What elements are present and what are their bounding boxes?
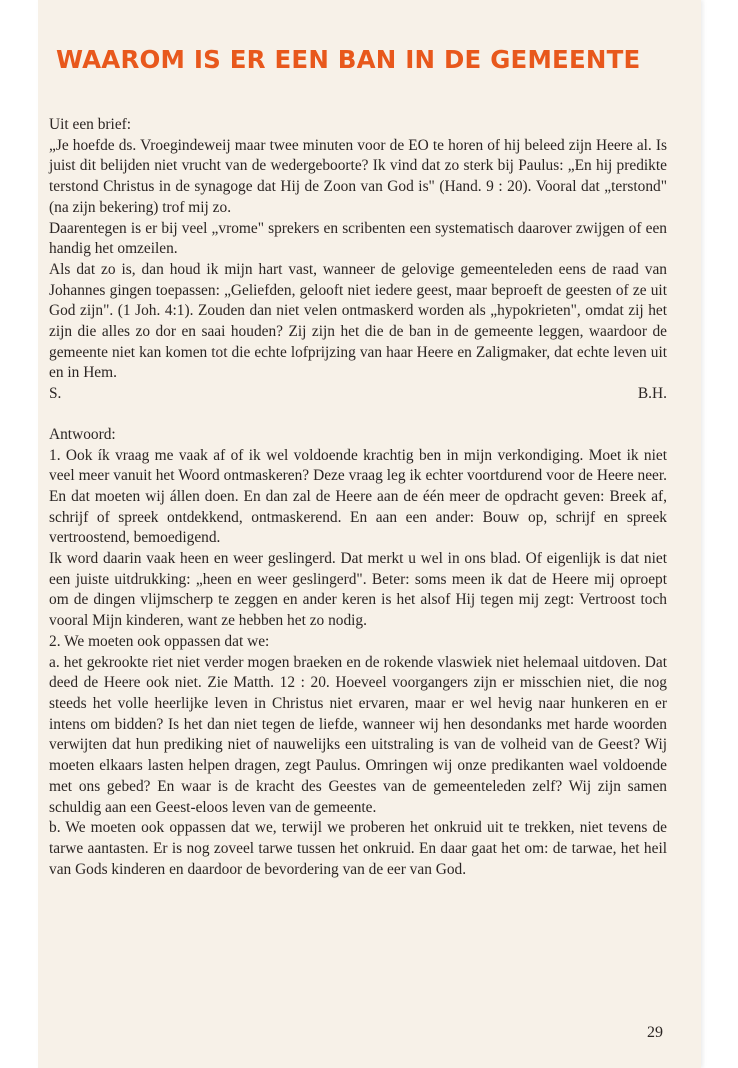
page-number: 29 [647, 1024, 663, 1041]
answer-heading: Antwoord: [49, 425, 116, 443]
signature-left: S. [49, 385, 62, 403]
letter-paragraph: „Je hoefde ds. Vroegindeweij maar twee minuten voor de EO te horen of hij beleed zijn Heere al. Is juist dit belijden niet vrucht van de wedergeboorte? Ik vind dat zo sterk bij Paulus: „En hij predikte terstond Christus in de synagoge dat Hij de Zoon van God is" (Hand. 9 : 20). Vooral dat „terstond" (na zijn bekering) trof mij zo. [49, 136, 667, 216]
letter-signature [49, 384, 667, 405]
answer-paragraph: a. het gekrookte riet niet verder mogen braeken en de rokende vlaswiek niet helemaal uitdoven. Dat deed de Heere ook niet. Zie Matth. 12 : 20. Hoeveel voorgangers zijn er misschien niet, die nog steeds het volle heerlijke leven in Christus niet ervaren, maar er wel hevig naar hunkeren en er intens om bidden? Is het dan niet tegen de liefde, wanneer wij hen desondanks met harde woorden verwijten dat hun prediking niet of nauwelijks een uitstraling is van de volheid van de Geest? Wij moeten elkaars lasten helpen dragen, zegt Paulus. Omringen wij onze predikanten wael voldoende met ons gebed? En waar is de kracht des Geestes van de gemeenteleden zelf? Wij zijn samen schuldig aan een Geest-eloos leven van de gemeente. [49, 653, 667, 816]
magazine-page [38, 0, 701, 1068]
letter-intro: Uit een brief: [49, 116, 132, 133]
article-title: WAAROM IS ER EEN BAN IN DE GEMEENTE [56, 45, 641, 74]
letter-paragraph: Daarentegen is er bij veel „vrome" sprekers en scribenten een systematisch daarover zwijgen of een handig het omzeilen. [49, 219, 667, 258]
answer-paragraph: 2. We moeten ook oppassen dat we: [49, 632, 270, 650]
answer-paragraph: Ik word daarin vaak heen en weer geslingerd. Dat merkt u wel in ons blad. Of eigenlijk is dat niet een juiste uitdrukking: „heen en weer geslingerd". Beter: soms meen ik dat de Heere mij oproept om de dingen vlijmscherp te zeggen en ander keren is het alsof Hij tegen mij zegt: Vertroost toch vooral Mijn kinderen, want ze hebben het zo nodig. [49, 550, 667, 630]
signature-right: B.H. [637, 385, 667, 403]
article-body [49, 115, 667, 880]
answer-paragraph: 1. Ook ík vraag me vaak af of ik wel voldoende krachtig ben in mijn verkondiging. Moet ik niet veel meer vanuit het Woord ontmaskeren? Deze vraag leg ik echter voortdurend voor de Heere neer. En dat moeten wij állen doen. En dan zal de Heere aan de één meer de opdracht geven: Breek af, schrijf of spreek ontdekkend, ontmaskerend. En aan een ander: Bouw op, schrijf en spreek vertroostend, bemoedigend. [49, 446, 667, 547]
answer-paragraph: b. We moeten ook oppassen dat we, terwijl we proberen het onkruid uit te trekken, niet tevens de tarwe aantasten. Er is nog zoveel tarwe tussen het onkruid. En daar gaat het om: de tarwae, het heil van Gods kinderen en daardoor de bevordering van de eer van God. [49, 819, 667, 878]
letter-paragraph: Als dat zo is, dan houd ik mijn hart vast, wanneer de gelovige gemeenteleden eens de raad van Johannes gingen toepassen: „Geliefden, gelooft niet iedere geest, maar beproeft de geesten of ze uit God zijn". (1 Joh. 4:1). Zouden dan niet velen ontmaskerd worden als „hypokrieten", omdat zij het zijn die alles zo dor en saai houden? Zij zijn het die de ban in de gemeente leggen, waardoor de gemeente niet kan komen tot die echte lofprijzing van haar Heere en Zaligmaker, dat echte leven uit en in Hem. [49, 260, 667, 382]
